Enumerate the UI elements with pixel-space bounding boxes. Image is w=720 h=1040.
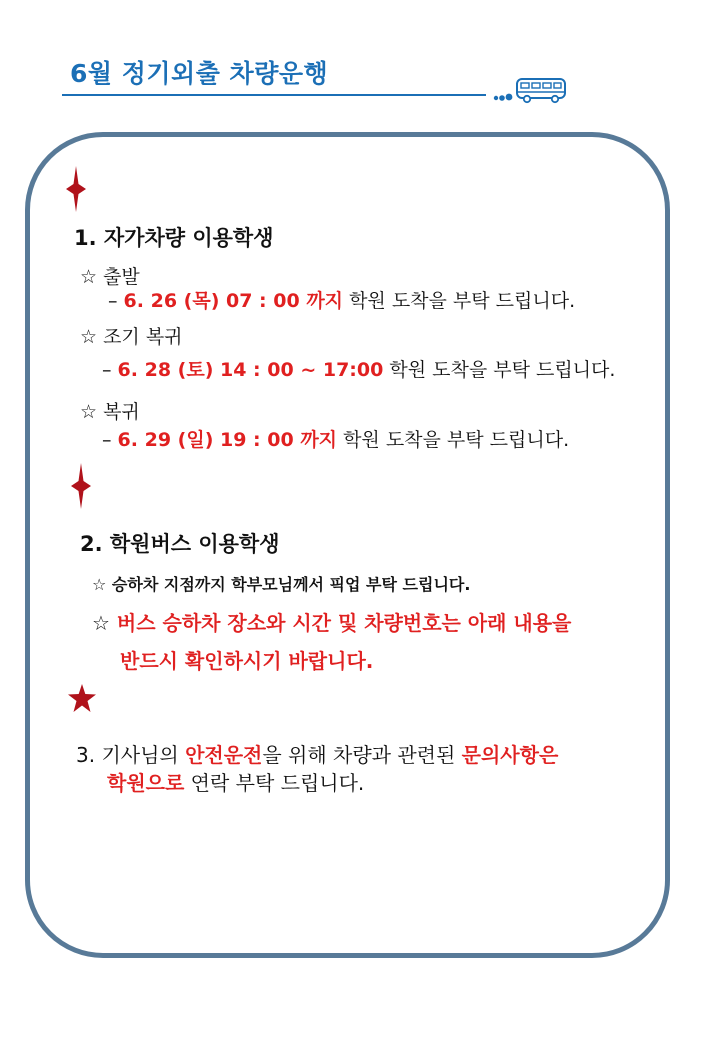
page-title: 6월 정기외출 차량운행 — [70, 59, 329, 88]
early-return-line: – 6. 28 (토) 14 : 00 ~ 17:00 학원 도착을 부탁 드립니다. — [102, 359, 616, 381]
star-outline-icon: ☆ — [92, 611, 110, 635]
academy-text: 학원으로 — [107, 771, 185, 795]
red-star-icon — [71, 463, 91, 509]
bus-info-line-2: 반드시 확인하시기 바랍니다. — [120, 649, 374, 673]
safe-driving-text: 안전운전 — [185, 743, 263, 767]
section1-heading: 1. 자가차량 이용학생 — [74, 226, 274, 250]
early-return-time: 6. 28 (토) 14 : 00 ~ 17:00 — [117, 359, 384, 381]
bus-icon — [490, 74, 570, 106]
departure-time: 6. 26 (목) 07 : 00 까지 — [123, 290, 344, 312]
title-underline — [62, 94, 486, 96]
star-outline-icon: ☆ — [92, 575, 107, 594]
section2-heading: 2. 학원버스 이용학생 — [80, 532, 280, 556]
section3-line1: 3. 기사님의 안전운전을 위해 차량과 관련된 문의사항은 — [76, 743, 559, 767]
return-line: – 6. 29 (일) 19 : 00 까지 학원 도착을 부탁 드립니다. — [102, 429, 570, 451]
inquiry-text: 문의사항은 — [461, 743, 559, 767]
departure-line: – 6. 26 (목) 07 : 00 까지 학원 도착을 부탁 드립니다. — [108, 290, 576, 312]
pickup-line: ☆ 승하차 지점까지 학부모님께서 픽업 부탁 드립니다. — [92, 575, 471, 594]
early-return-label: ☆ 조기 복귀 — [80, 326, 183, 348]
red-star-icon — [66, 166, 86, 212]
departure-label: ☆ 출발 — [80, 266, 140, 288]
red-star-icon — [68, 684, 96, 712]
return-time: 6. 29 (일) 19 : 00 까지 — [117, 429, 338, 451]
bus-info-line: ☆ 버스 승하차 장소와 시간 및 차량번호는 아래 내용을 — [92, 611, 572, 635]
section3-line2: 학원으로 연락 부탁 드립니다. — [107, 771, 365, 795]
return-label: ☆ 복귀 — [80, 401, 140, 423]
